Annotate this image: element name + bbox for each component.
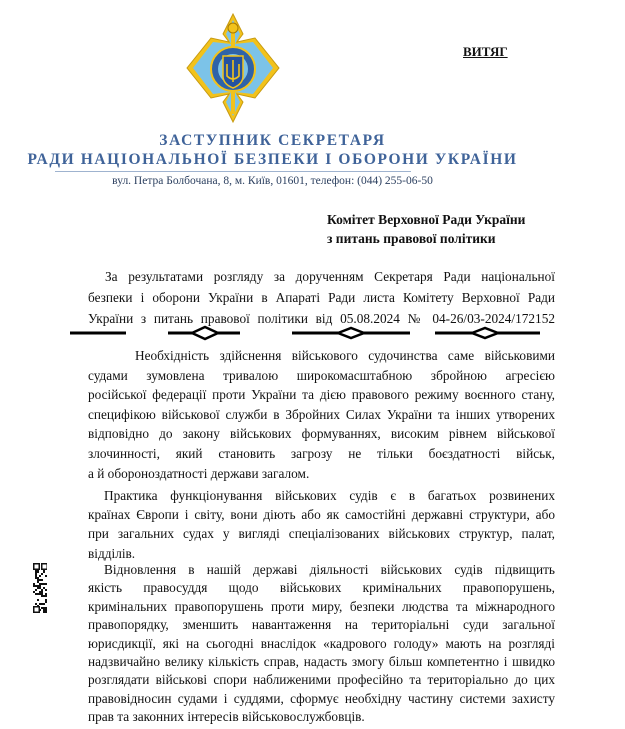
recipient-line: з питань правової політики bbox=[327, 231, 496, 246]
text-line: судами зумовлена тривалою широкомасштабною збройною агресією bbox=[88, 367, 555, 383]
nsdc-emblem-logo bbox=[185, 12, 281, 124]
text-line: відділів. bbox=[88, 545, 136, 561]
header-title: ЗАСТУПНИК СЕКРЕТАРЯ bbox=[159, 132, 386, 149]
header-organization: РАДИ НАЦІОНАЛЬНОЇ БЕЗПЕКИ І ОБОРОНИ УКРАЇНИ bbox=[27, 151, 518, 168]
qr-code bbox=[33, 563, 47, 613]
paragraph-reference bbox=[88, 266, 555, 329]
text-line: правопорядку, зменшить навантаження на територіальні суди загальної bbox=[88, 617, 555, 633]
text-line: країнах Європи і світу, вони діють або як самостійні державні структури, або bbox=[88, 507, 555, 523]
text-line: якість правосуддя щодо військових кримінальних правопорушень, bbox=[88, 580, 555, 596]
text-line: відповідно до закону військових формуваннях, високим рівнем військової bbox=[88, 426, 555, 442]
text-line: Необхідність здійснення військового судочинства саме військовими bbox=[135, 348, 555, 363]
redaction-marks bbox=[60, 325, 550, 341]
text-line: специфікою військової служби в Збройних Силах України та інших утворених bbox=[88, 406, 555, 422]
text-line: при загальних судах у вигляді спеціалізованих військових структур, палат, bbox=[88, 526, 555, 542]
header-divider bbox=[55, 171, 411, 172]
text-line: злочинності, який становить загрозу не тільки боєздатності військ, bbox=[88, 445, 555, 461]
text-line: розглядати військові спори наближеними професійно та територіально до цих bbox=[88, 672, 555, 688]
text-line: кримінальних правопорушень проти миру, безпеки людства та міжнародного bbox=[88, 598, 555, 614]
paragraph-restoration bbox=[88, 561, 555, 727]
text-line: За результатами розгляду за дорученням Секретаря Ради національної bbox=[105, 269, 555, 284]
paragraph-practice bbox=[88, 486, 555, 563]
text-line: надзвичайно велику кількість справ, надасть змогу більш компетентно і швидко bbox=[88, 654, 555, 670]
text-line: прав та законних інтересів військовослужбовців. bbox=[88, 709, 365, 725]
header-address: вул. Петра Болбочана, 8, м. Київ, 01601, телефон: (044) 255-06-50 bbox=[112, 175, 433, 187]
recipient-block bbox=[327, 210, 525, 248]
recipient-line: Комітет Верховної Ради України bbox=[327, 212, 526, 227]
paragraph-necessity bbox=[88, 346, 555, 483]
text-line: Практика функціонування військових судів є в багатьох розвинених bbox=[104, 488, 555, 503]
text-line: України з питань правової політики від 05.08.2024 № 04-26/03-2024/172152 bbox=[88, 311, 555, 326]
text-line: юрисдикції, які на сьогодні внаслідок «кадрового голоду» мають на розгляді bbox=[88, 635, 555, 651]
text-line: безпеки і оборони України в Апараті Ради листа Комітету Верховної Ради bbox=[88, 290, 555, 305]
text-line: російської федерації проти України та дією правового режиму воєнного стану, bbox=[88, 387, 555, 403]
text-line: правовідносин судами і суддями, сформує необхідну частину системи захисту bbox=[88, 690, 555, 706]
extract-stamp: ВИТЯГ bbox=[463, 44, 508, 59]
text-line: а й обороноздатності держави загалом. bbox=[88, 465, 310, 481]
text-line: Відновлення в нашій державі діяльності військових судів підвищить bbox=[104, 562, 555, 577]
